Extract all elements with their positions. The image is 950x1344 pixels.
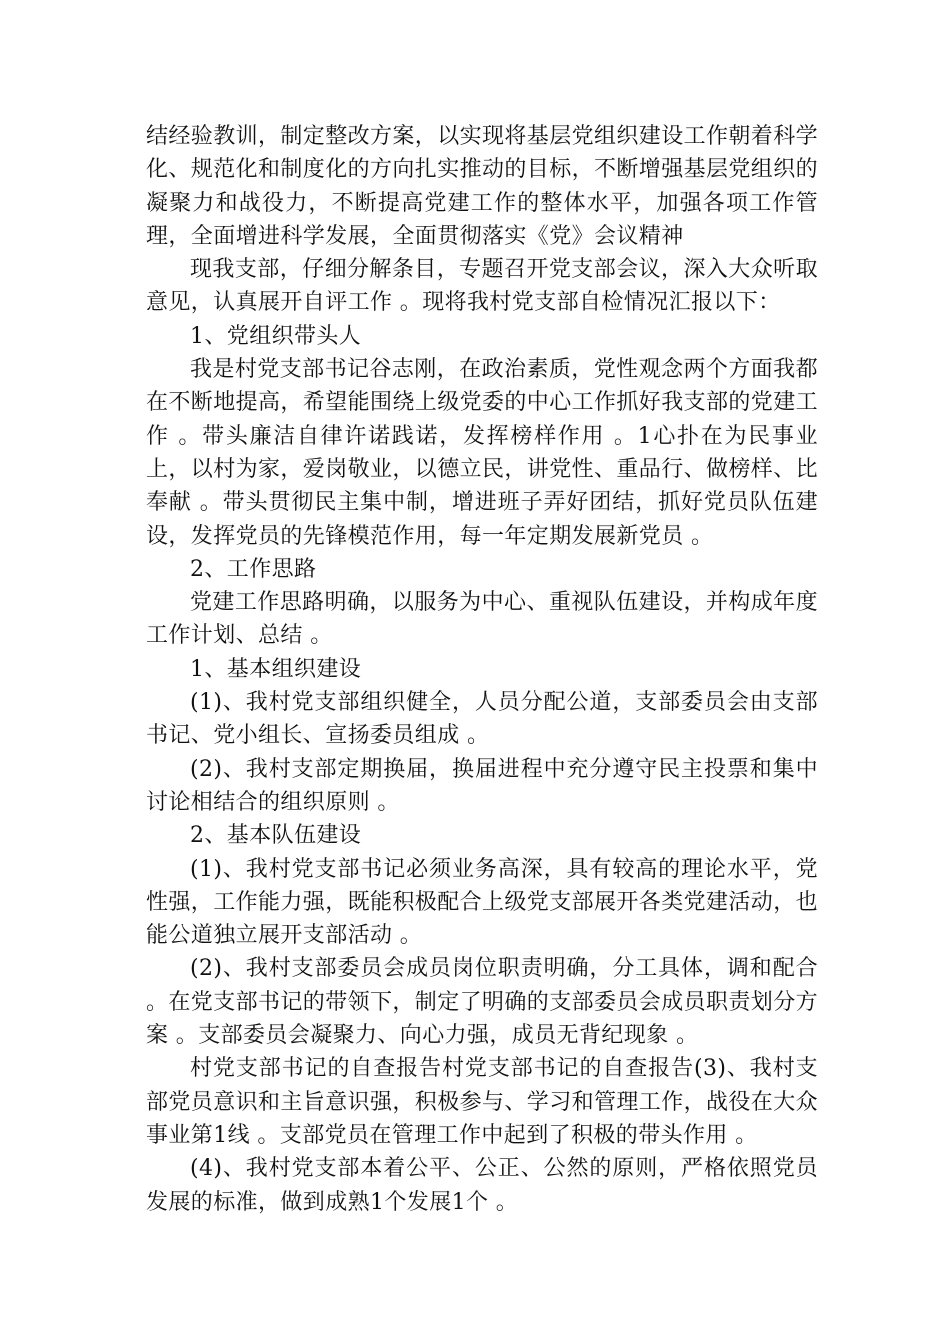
paragraph: 结经验教训，制定整改方案，以实现将基层党组织建设工作朝着科学化、规范化和制度化的方向扎实推动的目标，不断增强基层党组织的凝聚力和战役力，不断提高党建工作的整体水平，加强各项工作管理，全面增进科学发展，全面贯彻落实《党》会议精神 (146, 124, 819, 249)
paragraph: 村党支部书记的自查报告村党支部书记的自查报告(3)、我村支部党员意识和主旨意识强，积极参与、学习和管理工作，战役在大众事业第1线 。支部党员在管理工作中起到了积极的带头作用 。 (146, 1056, 819, 1148)
paragraph: 现我支部，仔细分解条目，专题召开党支部会议，深入大众听取意见，认真展开自评工作 。现将我村党支部自检情况汇报以下： (146, 257, 818, 316)
list-item: (1)、我村党支部书记必须业务高深，具有较高的理论水平，党性强，工作能力强，既能积极配合上级党支部展开各类党建活动，也能公道独立展开支部活动 。 (146, 856, 819, 949)
list-item: (2)、我村支部定期换届，换届进程中充分遵守民主投票和集中讨论相结合的组织原则 。 (146, 756, 818, 815)
section-heading: 2、基本队伍建设 (190, 823, 362, 849)
section-heading: 1、党组织带头人 (190, 323, 362, 349)
list-item: (2)、我村支部委员会成员岗位职责明确，分工具体，调和配合 。在党支部书记的带领下，制定了明确的支部委员会成员职责划分方案 。支部委员会凝聚力、向心力强，成员无背纪现象 。 (146, 956, 819, 1049)
paragraph: 党建工作思路明确，以服务为中心、重视队伍建设，并构成年度工作计划、总结 。 (146, 590, 818, 649)
section-heading: 1、基本组织建设 (190, 656, 362, 682)
paragraph: 我是村党支部书记谷志刚，在政治素质，党性观念两个方面我都在不断地提高，希望能围绕上级党委的中心工作抓好我支部的党建工作 。带头廉洁自律许诺践诺，发挥榜样作用 。1心扑在为民事业上，以村为家，爱岗敬业，以德立民，讲党性、重品行、做榜样、比奉献 。带头贯彻民主集中制，增进班子弄好团结，抓好党员队伍建设，发挥党员的先锋模范作用，每一年定期发展新党员 。 (146, 357, 819, 549)
list-item: (4)、我村党支部本着公平、公正、公然的原则，严格依照党员发展的标准，做到成熟1个发展1个 。 (146, 1156, 818, 1215)
document-body (146, 120, 818, 1219)
list-item: (1)、我村党支部组织健全，人员分配公道，支部委员会由支部书记、党小组长、宣扬委员组成 。 (146, 690, 818, 749)
section-heading: 2、工作思路 (190, 556, 317, 582)
